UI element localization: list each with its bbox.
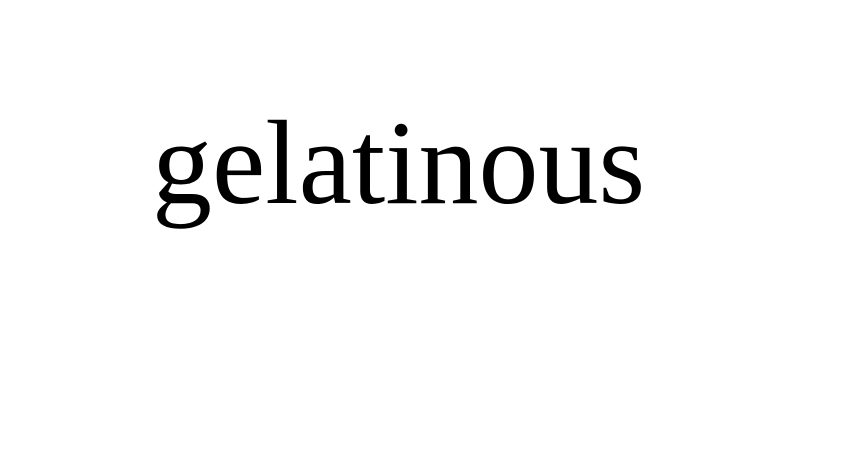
display-word: gelatinous (152, 96, 646, 229)
